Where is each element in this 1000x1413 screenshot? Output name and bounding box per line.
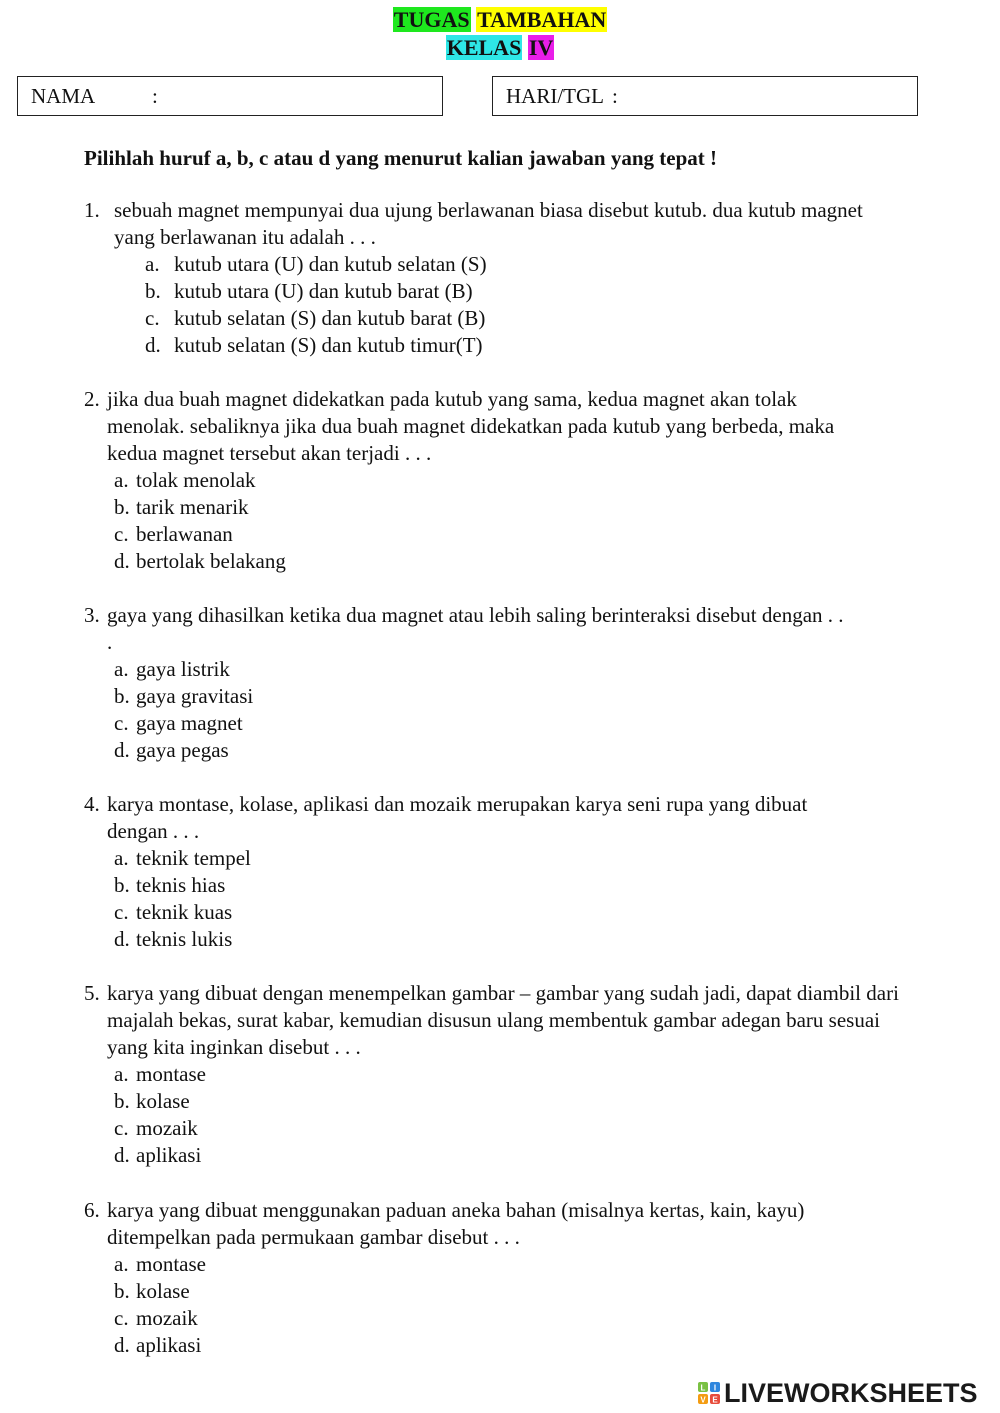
option-text: berlawanan	[136, 522, 233, 546]
question-text: karya yang dibuat menggunakan paduan aneka bahan (misalnya kertas, kain, kayu) ditempelkan pada permukaan gambar disebut . . .	[107, 1198, 805, 1249]
option-letter: d.	[114, 1333, 130, 1357]
option-a[interactable]	[84, 845, 904, 872]
option-c[interactable]	[84, 1115, 904, 1142]
option-text: kutub utara (U) dan kutub barat (B)	[174, 279, 473, 303]
instruction-text: Pilihlah huruf a, b, c atau d yang menurut kalian jawaban yang tepat !	[84, 146, 718, 170]
question-1	[84, 197, 904, 359]
option-letter: b.	[145, 279, 161, 303]
option-d[interactable]	[84, 1332, 904, 1359]
watermark-text: LIVEWORKSHEETS	[724, 1377, 978, 1408]
nama-label: NAMA	[31, 84, 96, 108]
question-5	[84, 980, 904, 1169]
option-letter: d.	[114, 738, 130, 762]
option-text: gaya pegas	[136, 738, 229, 762]
question-number: 5.	[84, 981, 100, 1005]
option-text: tarik menarik	[136, 495, 249, 519]
title-word-tambahan: TAMBAHAN	[477, 7, 607, 32]
hari-tgl-label: HARI/TGL	[506, 84, 604, 108]
option-b[interactable]	[84, 278, 904, 305]
question-number: 1.	[84, 198, 100, 222]
worksheet-title	[0, 6, 1000, 62]
question-text: karya montase, kolase, aplikasi dan mozaik merupakan karya seni rupa yang dibuat dengan . . .	[107, 792, 808, 843]
option-letter: a.	[114, 1252, 129, 1276]
question-6	[84, 1197, 904, 1359]
question-text: karya yang dibuat dengan menempelkan gambar – gambar yang sudah jadi, dapat diambil dari majalah bekas, surat kabar, kemudian disusun ulang membentuk gambar adegan baru sesuai yang kita inginkan disebut . . .	[107, 981, 899, 1059]
option-text: aplikasi	[136, 1333, 202, 1357]
option-text: tolak menolak	[136, 468, 256, 492]
option-letter: b.	[114, 684, 130, 708]
svg-text:I: I	[713, 1383, 717, 1393]
option-d[interactable]	[84, 332, 904, 359]
option-letter: c.	[114, 711, 129, 735]
option-b[interactable]	[84, 872, 904, 899]
hari-tgl-colon: :	[612, 84, 618, 108]
option-letter: a.	[145, 252, 160, 276]
option-text: montase	[136, 1252, 206, 1276]
option-c[interactable]	[84, 305, 904, 332]
option-letter: d.	[114, 927, 130, 951]
option-text: teknis hias	[136, 873, 226, 897]
option-letter: c.	[145, 306, 160, 330]
option-text: gaya listrik	[136, 657, 230, 681]
question-text: jika dua buah magnet didekatkan pada kutub yang sama, kedua magnet akan tolak menolak. sebaliknya jika dua buah magnet didekatkan pada kutub yang berbeda, maka kedua magnet tersebut akan terjadi . . .	[107, 387, 835, 465]
option-b[interactable]	[84, 1088, 904, 1115]
option-d[interactable]	[84, 548, 904, 575]
question-number: 2.	[84, 387, 100, 411]
option-text: gaya magnet	[136, 711, 243, 735]
option-text: kutub selatan (S) dan kutub timur(T)	[174, 333, 483, 357]
option-c[interactable]	[84, 899, 904, 926]
option-letter: b.	[114, 1279, 130, 1303]
nama-colon: :	[152, 84, 158, 108]
title-word-tugas: TUGAS	[393, 7, 470, 32]
question-number: 4.	[84, 792, 100, 816]
question-number: 6.	[84, 1198, 100, 1222]
option-letter: c.	[114, 1306, 129, 1330]
option-text: kutub selatan (S) dan kutub barat (B)	[174, 306, 486, 330]
option-text: montase	[136, 1062, 206, 1086]
option-a[interactable]	[84, 1251, 904, 1278]
option-b[interactable]	[84, 494, 904, 521]
option-letter: b.	[114, 495, 130, 519]
option-a[interactable]	[84, 656, 904, 683]
svg-text:E: E	[712, 1395, 718, 1405]
option-letter: a.	[114, 1062, 129, 1086]
option-text: kolase	[136, 1089, 190, 1113]
option-text: kutub utara (U) dan kutub selatan (S)	[174, 252, 487, 276]
option-text: aplikasi	[136, 1143, 202, 1167]
question-text: sebuah magnet mempunyai dua ujung berlawanan biasa disebut kutub. dua kutub magnet yang berlawanan itu adalah . . .	[114, 198, 863, 249]
option-b[interactable]	[84, 1278, 904, 1305]
option-text: mozaik	[136, 1116, 198, 1140]
option-letter: c.	[114, 522, 129, 546]
option-c[interactable]	[84, 521, 904, 548]
option-d[interactable]	[84, 926, 904, 953]
option-letter: a.	[114, 657, 129, 681]
option-b[interactable]	[84, 683, 904, 710]
option-text: kolase	[136, 1279, 190, 1303]
question-text: gaya yang dihasilkan ketika dua magnet atau lebih saling berinteraksi disebut dengan . . .	[107, 603, 844, 654]
liveworksheets-logo-icon	[697, 1381, 721, 1405]
option-text: teknik tempel	[136, 846, 251, 870]
svg-text:L: L	[700, 1383, 706, 1393]
option-a[interactable]	[84, 1061, 904, 1088]
option-text: gaya gravitasi	[136, 684, 254, 708]
option-a[interactable]	[84, 467, 904, 494]
option-c[interactable]	[84, 1305, 904, 1332]
nama-field[interactable]	[17, 76, 443, 116]
option-letter: d.	[145, 333, 161, 357]
option-letter: a.	[114, 846, 129, 870]
option-letter: b.	[114, 873, 130, 897]
class-word-iv: IV	[528, 35, 554, 60]
option-letter: d.	[114, 1143, 130, 1167]
hari-tgl-field[interactable]	[492, 76, 918, 116]
question-2	[84, 386, 904, 575]
option-letter: c.	[114, 1116, 129, 1140]
option-letter: a.	[114, 468, 129, 492]
question-3	[84, 602, 904, 764]
option-d[interactable]	[84, 1142, 904, 1169]
question-4	[84, 791, 904, 953]
option-text: mozaik	[136, 1306, 198, 1330]
option-letter: b.	[114, 1089, 130, 1113]
liveworksheets-watermark	[697, 1378, 978, 1408]
option-letter: d.	[114, 549, 130, 573]
option-a[interactable]	[84, 251, 904, 278]
option-text: teknis lukis	[136, 927, 233, 951]
option-text: teknik kuas	[136, 900, 233, 924]
class-word-kelas: KELAS	[446, 35, 522, 60]
option-text: bertolak belakang	[136, 549, 286, 573]
svg-text:V: V	[700, 1395, 706, 1405]
option-c[interactable]	[84, 710, 904, 737]
option-d[interactable]	[84, 737, 904, 764]
question-number: 3.	[84, 603, 100, 627]
option-letter: c.	[114, 900, 129, 924]
